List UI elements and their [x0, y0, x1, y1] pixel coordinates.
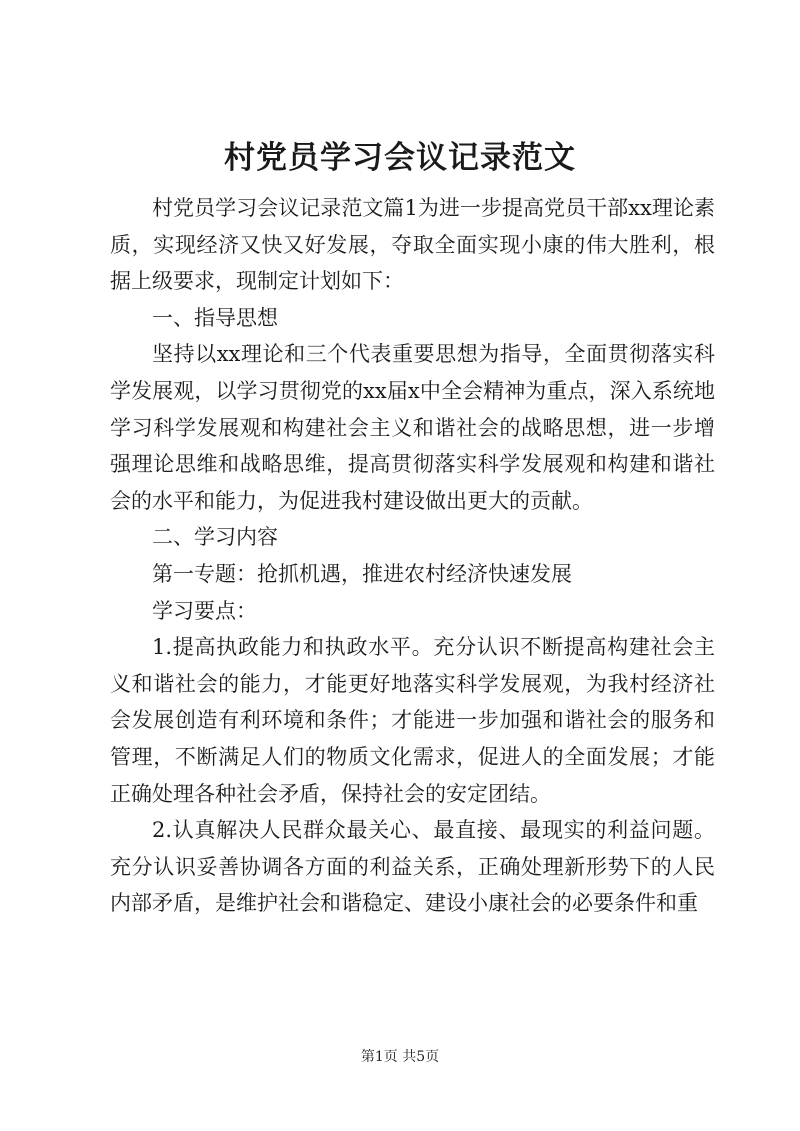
first-topic-line: 第一专题：抢抓机遇，推进农村经济快速发展 — [152, 561, 572, 586]
study-points-label: 学习要点： — [152, 598, 257, 623]
page-number-footer: 第1页 共5页 — [360, 1049, 440, 1065]
study-point-2: 2.认真解决人民群众最关心、最直接、最现实的利益问题。充分认识妥善协调各方面的利益关系，正确处理新形势下的人民内部矛盾，是维护社会和谐稳定、建设小康社会的必要条件和重 — [110, 818, 715, 916]
guiding-ideology-paragraph: 坚持以xx理论和三个代表重要思想为指导，全面贯彻落实科学发展观，以学习贯彻党的xx届x中全会精神为重点，深入系统地学习科学发展观和构建社会主义和谐社会的战略思想，进一步增强理论思维和战略思维，提高贯彻落实科学发展观和构建和谐社会的水平和能力，为促进我村建设做出更大的贡献。 — [110, 342, 715, 513]
intro-paragraph: 村党员学习会议记录范文篇1为进一步提高党员干部xx理论素质，实现经济又快又好发展，夺取全面实现小康的伟大胜利，根据上级要求，现制定计划如下： — [110, 196, 715, 294]
section-heading-study-content: 二、学习内容 — [152, 525, 278, 550]
document-body — [110, 190, 715, 922]
section-heading-guiding-ideology: 一、指导思想 — [152, 305, 278, 330]
document-title: 村党员学习会议记录范文 — [224, 140, 576, 176]
study-point-1: 1.提高执政能力和执政水平。充分认识不断提高构建社会主义和谐社会的能力，才能更好地落实科学发展观，为我村经济社会发展创造有利环境和条件；才能进一步加强和谐社会的服务和管理，不断满足人们的物质文化需求，促进人的全面发展；才能正确处理各种社会矛盾，保持社会的安定团结。 — [110, 635, 715, 806]
